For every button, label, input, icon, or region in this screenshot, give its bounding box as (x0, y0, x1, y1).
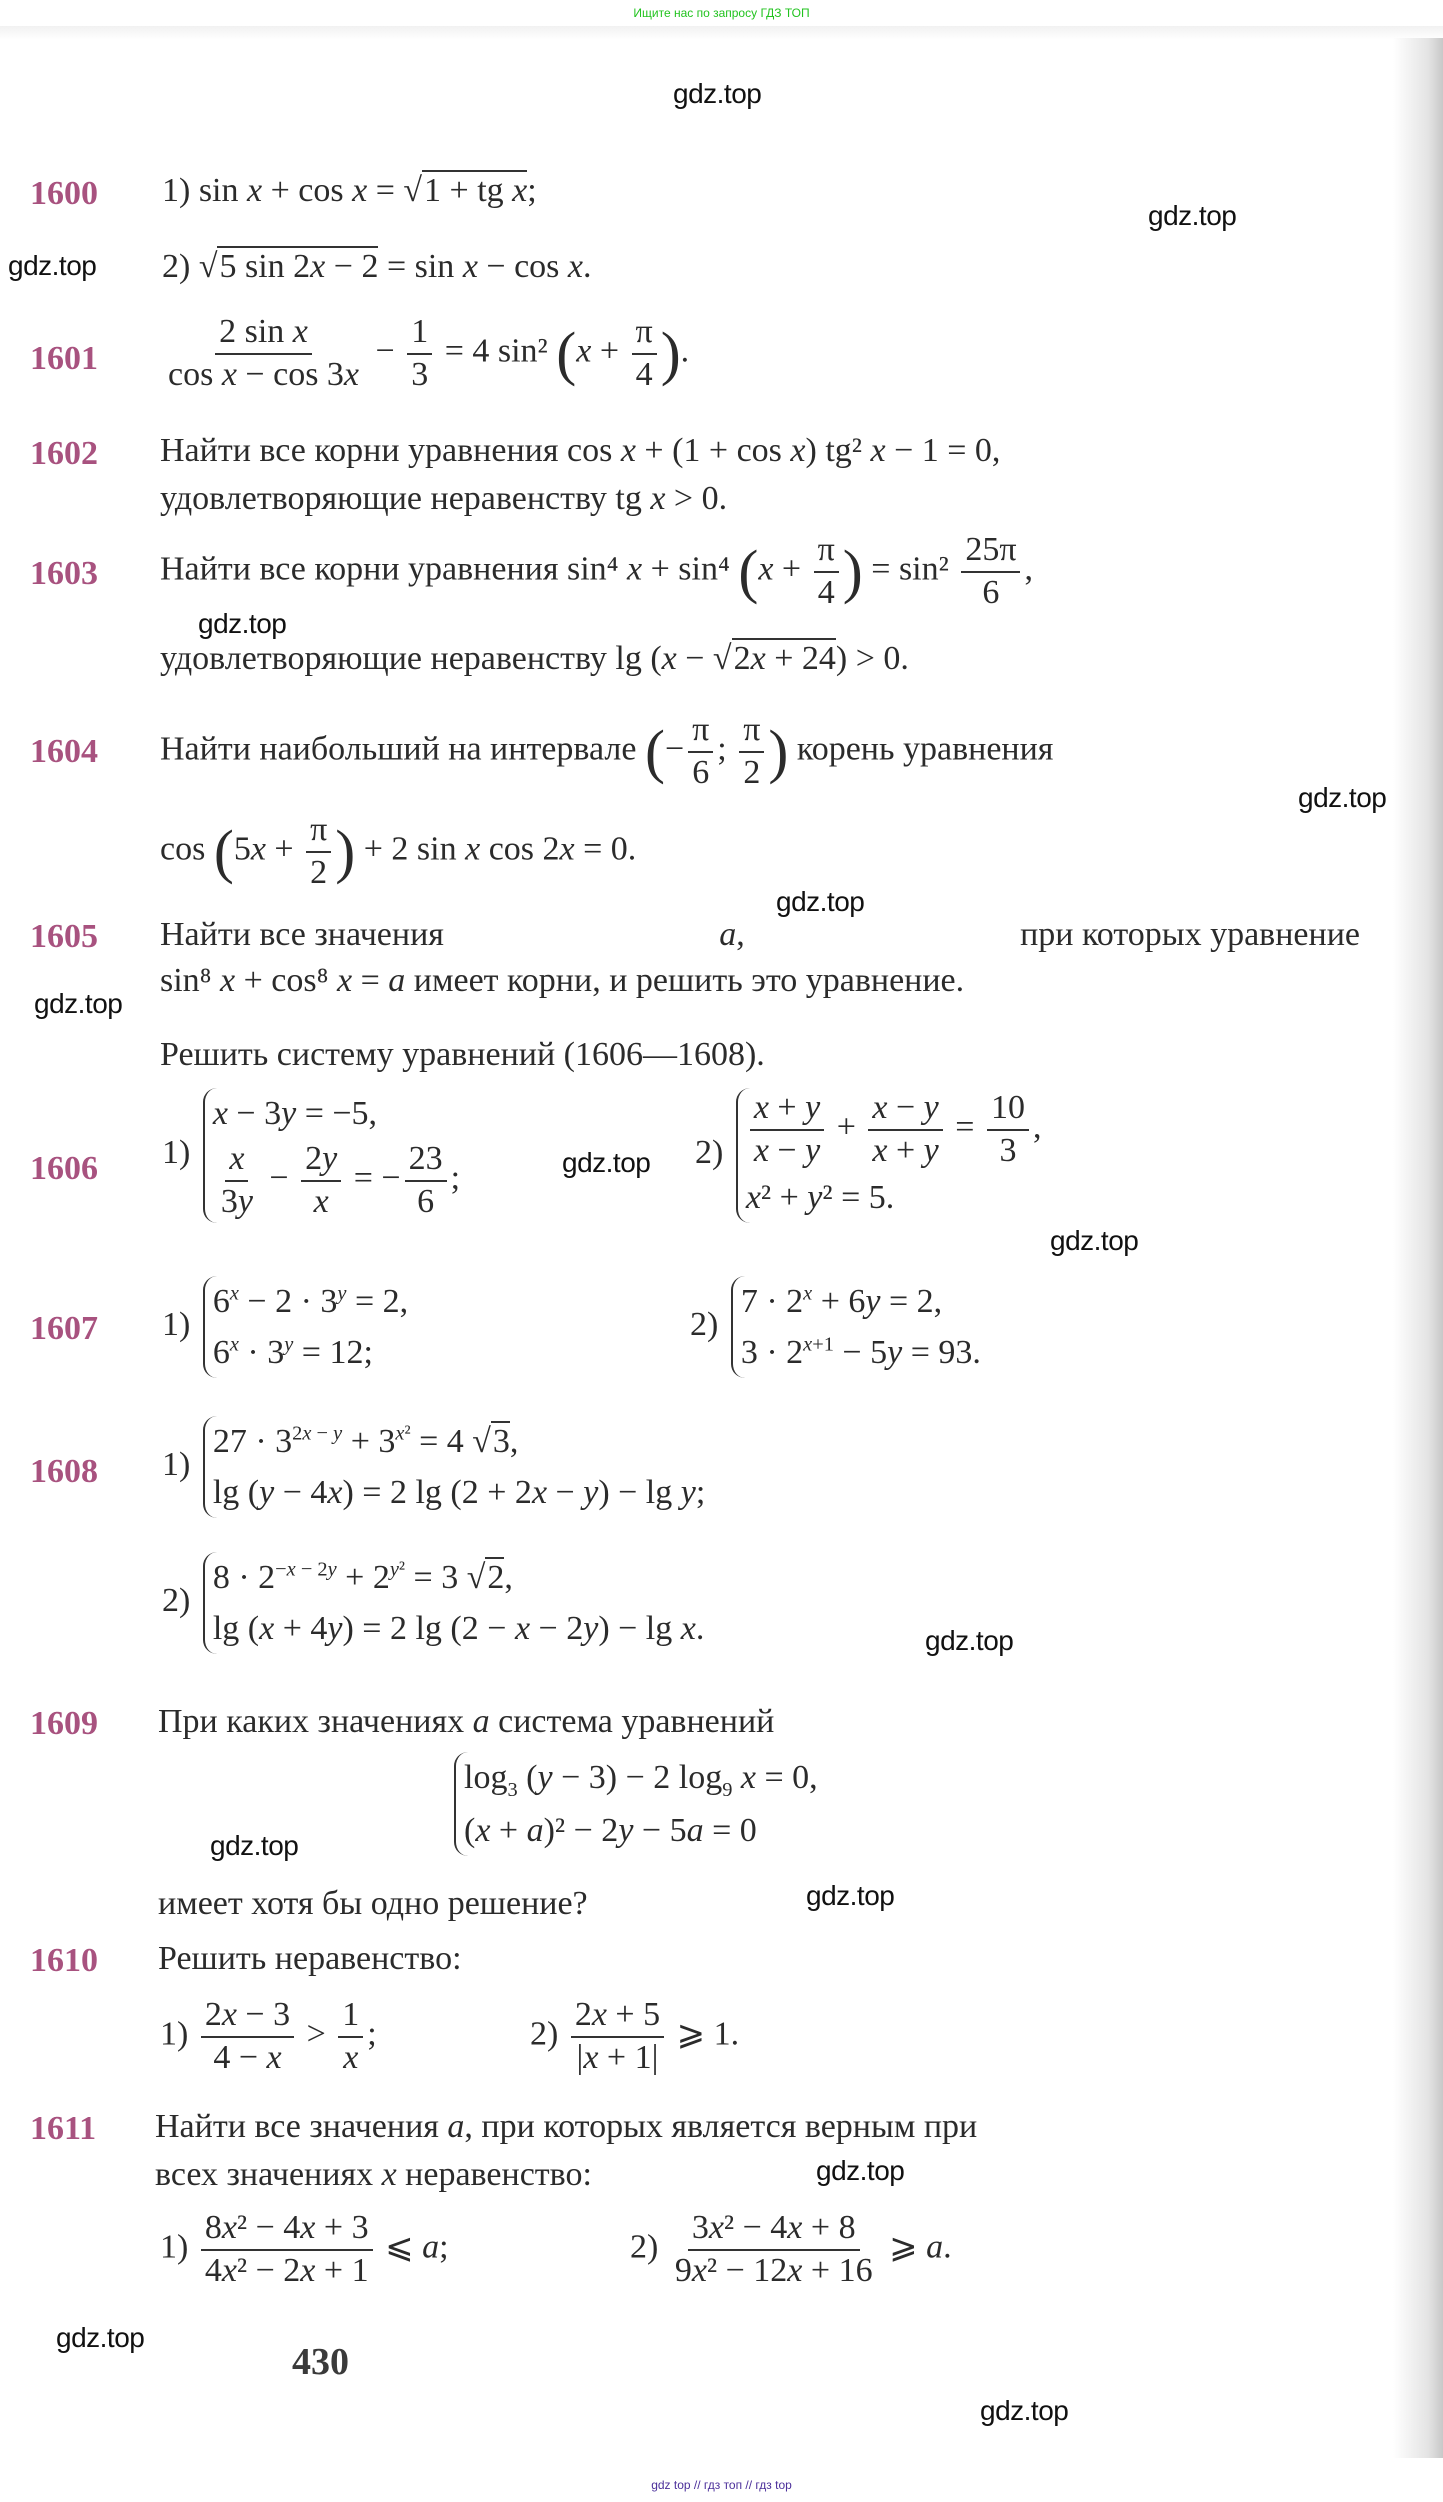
problem-1611-part-1: 1) $\frac{\text{8x² − 4x + 3}}{\text{4x² − 2x + 1}}$ ⩽ a; (160, 2209, 449, 2289)
watermark: gdz.top (980, 2395, 1069, 2426)
problem-1604-line-2: cos (5x + $\frac{\pi}{2}$ ) + 2 sin x cos 2x = 0. (160, 811, 637, 891)
problem-1603-line-2: удовлетворяющие неравенству lg (x − √2x + 24) > 0. (160, 640, 909, 677)
problem-1608-part-1: 1) $27 \cdot 3^{2x - y} + 3^{x^2} = 4$ √3, lg (y − 4x) = 2 lg (2 + 2x − y) − lg y; (162, 1416, 705, 1518)
problem-1600-part-1: 1) sin x + cos x = √1 + tg x; (162, 172, 537, 209)
page-fold-shadow (1393, 38, 1443, 2458)
page-edge-shadow (0, 26, 1443, 40)
problem-1609-line-3: имеет хотя бы одно решение? (158, 1885, 588, 1922)
problem-1603-line-1: Найти все корни уравнения sin⁴ x + sin⁴ (x + $\frac{\pi}{4}$ ) = sin² $\frac{25\pi}{6}$ , (160, 531, 1033, 611)
problem-number: 1610 (30, 1942, 98, 1979)
watermark: gdz.top (562, 1147, 651, 1178)
problem-number: 1604 (30, 733, 98, 770)
watermark: gdz.top (8, 250, 97, 281)
problem-number: 1603 (30, 555, 98, 592)
page-number: 430 (292, 2341, 349, 2383)
bottom-banner[interactable]: gdz top // гдз топ // гдз top (651, 2478, 792, 2492)
problem-1611-line-1: Найти все значения a, при которых является верным при (155, 2108, 978, 2145)
problem-1600-part-2: 2) √5 sin 2x − 2 = sin x − cos x. (162, 248, 592, 285)
problem-1605-line-2: sin⁸ x + cos⁸ x = a имеет корни, и решить это уравнение. (160, 962, 965, 999)
watermark: gdz.top (816, 2155, 905, 2186)
problem-1607-part-2: 2) $7 \cdot 2^x + 6y = 2$, $3 \cdot 2^{x+1} - 5y = 93$. (690, 1276, 981, 1378)
problem-1611-part-2: 2) $\frac{\text{3x² − 4x + 8}}{\text{9x² − 12x + 16}}$ ⩾ a. (630, 2209, 952, 2289)
watermark: gdz.top (776, 886, 865, 917)
problem-1611-line-2: всех значениях x неравенство: (155, 2156, 592, 2193)
problem-number: 1606 (30, 1150, 98, 1187)
watermark: gdz.top (56, 2322, 145, 2353)
problem-number: 1600 (30, 175, 98, 212)
problem-number: 1601 (30, 340, 98, 377)
top-banner[interactable]: Ищите нас по запросу ГДЗ ТОП (633, 6, 810, 20)
problem-1605-line-1: Найти все значения a, при которых уравнение (160, 916, 1360, 953)
problem-1608-part-2: 2) $8 \cdot 2^{-x - 2y} + 2^{y^2} = 3$ √2, lg (x + 4y) = 2 lg (2 − x − 2y) − lg x. (162, 1552, 704, 1654)
problem-1606-part-2: 2) $\frac{x + y}{x - y}$ + $\frac{x - y}{x + y}$ = $\frac{10}{3}$ , x² + y² = 5. (695, 1088, 1041, 1223)
watermark: gdz.top (1050, 1225, 1139, 1256)
problem-1609-line-1: При каких значениях a система уравнений (158, 1703, 775, 1740)
problem-number: 1605 (30, 918, 98, 955)
problem-1610-part-1: 1) $\frac{2x - 3}{4 - x}$ > $\frac{1}{x}$ ; (160, 1996, 377, 2076)
watermark: gdz.top (198, 608, 287, 639)
problem-number: 1609 (30, 1705, 98, 1742)
section-heading: Решить систему уравнений (1606—1608). (160, 1036, 765, 1073)
watermark: gdz.top (210, 1830, 299, 1861)
watermark: gdz.top (1298, 782, 1387, 813)
problem-1610-prompt: Решить неравенство: (158, 1940, 462, 1977)
watermark: gdz.top (673, 78, 762, 109)
watermark: gdz.top (925, 1625, 1014, 1656)
problem-number: 1608 (30, 1453, 98, 1490)
watermark: gdz.top (34, 988, 123, 1019)
problem-1607-part-1: 1) $6^x - 2 \cdot 3^y = 2$, $6^x \cdot 3^y = 12$; (162, 1276, 408, 1378)
problem-1602-line-1: Найти все корни уравнения cos x + (1 + cos x) tg² x − 1 = 0, (160, 432, 1001, 469)
problem-1609-system: $\log_3 (y - 3) - 2$ $\log_9 x = 0$, (x + a)² − 2y − 5a = 0 (450, 1752, 818, 1856)
problem-1606-part-1: 1) x − 3y = −5, $\frac{x}{3y}$ − $\frac{2y}{x}$ = − $\frac{23}{6}$ ; (162, 1088, 460, 1223)
watermark: gdz.top (806, 1880, 895, 1911)
problem-1604-line-1: Найти наибольший на интервале (− $\frac{\pi}{6}$ ; $\frac{\pi}{2}$ ) корень уравнения (160, 711, 1054, 791)
watermark: gdz.top (1148, 200, 1237, 231)
problem-number: 1611 (30, 2110, 97, 2147)
problem-1610-part-2: 2) $\frac{2x + 5}{|x + 1|}$ ⩾ 1. (530, 1996, 740, 2076)
problem-1602-line-2: удовлетворяющие неравенству tg x > 0. (160, 480, 728, 517)
problem-number: 1602 (30, 435, 98, 472)
problem-1601-equation: $\frac{\text{2 sin x}}{\text{cos x − cos 3x}}$ − $\frac{1}{3}$ = 4 sin² (x + $\frac{\pi}{4}$ ). (168, 313, 690, 393)
problem-number: 1607 (30, 1310, 98, 1347)
